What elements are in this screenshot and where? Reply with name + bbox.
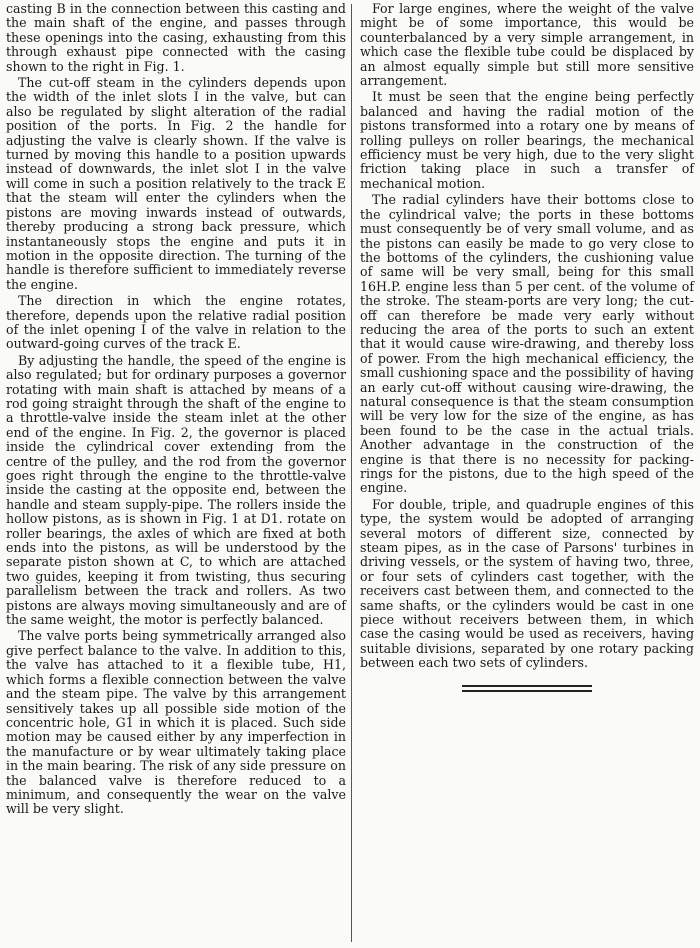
paragraph: It must be seen that the engine being perfectly balanced and having the radial motion of the pistons transformed into a rotary one by means of rolling pulleys on roller bearings, the mechanical efficiency must be very high, due to the very slight friction taking place in such a transfer of mechanical motion.	[360, 89, 694, 191]
paragraph: The radial cylinders have their bottoms close to the cylindrical valve; the ports in these bottoms must consequently be of very small volume, and as the pistons can easily be made to go very close to the bottoms of the cylinders, the cushioning value of same will be very small, being for this small 16H.P. engine less than 5 per cent. of the volume of the stroke. The steam-ports are very long; the cut-off can therefore be made very early without reducing the area of the ports to such an extent that it would cause wire-drawing, and thereby loss of power. From the high mechanical efficiency, the small cushioning space and the possibility of having an early cut-off without causing wire-drawing, the natural consequence is that the steam consumption will be very low for the size of the engine, as has been found to be the case in the actual trials. Another advantage in the construction of the engine is that there is no necessity for packing-rings for the pistons, due to the high speed of the engine.	[360, 192, 694, 496]
paragraph: The direction in which the engine rotates, therefore, depends upon the relative radial position of the inlet opening I of the valve in relation to the outward-going curves of the track E.	[6, 293, 346, 352]
column-divider	[351, 4, 352, 942]
paragraph: For large engines, where the weight of the valve might be of some importance, this would be counterbalanced by a very simple arrangement, in which case the flexible tube could be displaced by an almost equally simple but still more sensitive arrangement.	[360, 1, 694, 89]
left-column	[6, 2, 346, 819]
right-column	[360, 2, 694, 695]
paragraph: casting B in the connection between this casting and the main shaft of the engine, and passes through these openings into the casing, exhausting from this through exhaust pipe connected with the casing shown to the right in Fig. 1.	[6, 1, 346, 74]
end-of-article-rule	[462, 685, 592, 692]
paragraph: By adjusting the handle, the speed of the engine is also regulated; but for ordinary purposes a governor rotating with main shaft is attached by means of a rod going straight through the shaft of the engine to a throttle-valve inside the steam inlet at the other end of the engine. In Fig. 2, the governor is placed inside the cylindrical cover extending from the centre of the pulley, and the rod from the governor goes right through the engine to the throttle-valve inside the casting at the opposite end, between the handle and steam supply-pipe. The rollers inside the hollow pistons, as is shown in Fig. 1 at D1. rotate on roller bearings, the axles of which are fixed at both ends into the pistons, as will be understood by the separate piston shown at C, to which are attached two guides, keeping it from twisting, thus securing parallelism between the track and rollers. As two pistons are always moving simultaneously and are of the same weight, the motor is perfectly balanced.	[6, 352, 346, 628]
paragraph: The valve ports being symmetrically arranged also give perfect balance to the valve. In addition to this, the valve has attached to it a flexible tube, H1, which forms a flexible connection between the valve and the steam pipe. The valve by this arrangement sensitively takes up all possible side motion of the concentric hole, G1 in which it is placed. Such side motion may be caused either by any imperfection in the manufacture or by wear ultimately taking place in the main bearing. The risk of any side pressure on the balanced valve is therefore reduced to a minimum, and consequently the wear on the valve will be very slight.	[6, 628, 346, 817]
paragraph: For double, triple, and quadruple engines of this type, the system would be adopted of arranging several motors of different size, connected by steam pipes, as in the case of Parsons' turbines in driving vessels, or the system of having two, three, or four sets of cylinders cast together, with the receivers cast between them, and connected to the same shafts, or the cylinders would be cast in one piece without receivers between them, in which case the casing would be used as receivers, having suitable divisions, separated by one rotary packing between each two sets of cylinders.	[360, 496, 694, 671]
paragraph: The cut-off steam in the cylinders depends upon the width of the inlet slots I in the valve, but can also be regulated by slight alteration of the radial position of the ports. In Fig. 2 the handle for adjusting the valve is clearly shown. If the valve is turned by moving this handle to a position upwards instead of downwards, the inlet slot I in the valve will come in such a position relatively to the track E that the steam will enter the cylinders when the pistons are moving inwards instead of outwards, thereby producing a strong back pressure, which instantaneously stops the engine and puts it in motion in the opposite direction. The turning of the handle is therefore sufficient to immediately reverse the engine.	[6, 75, 346, 292]
